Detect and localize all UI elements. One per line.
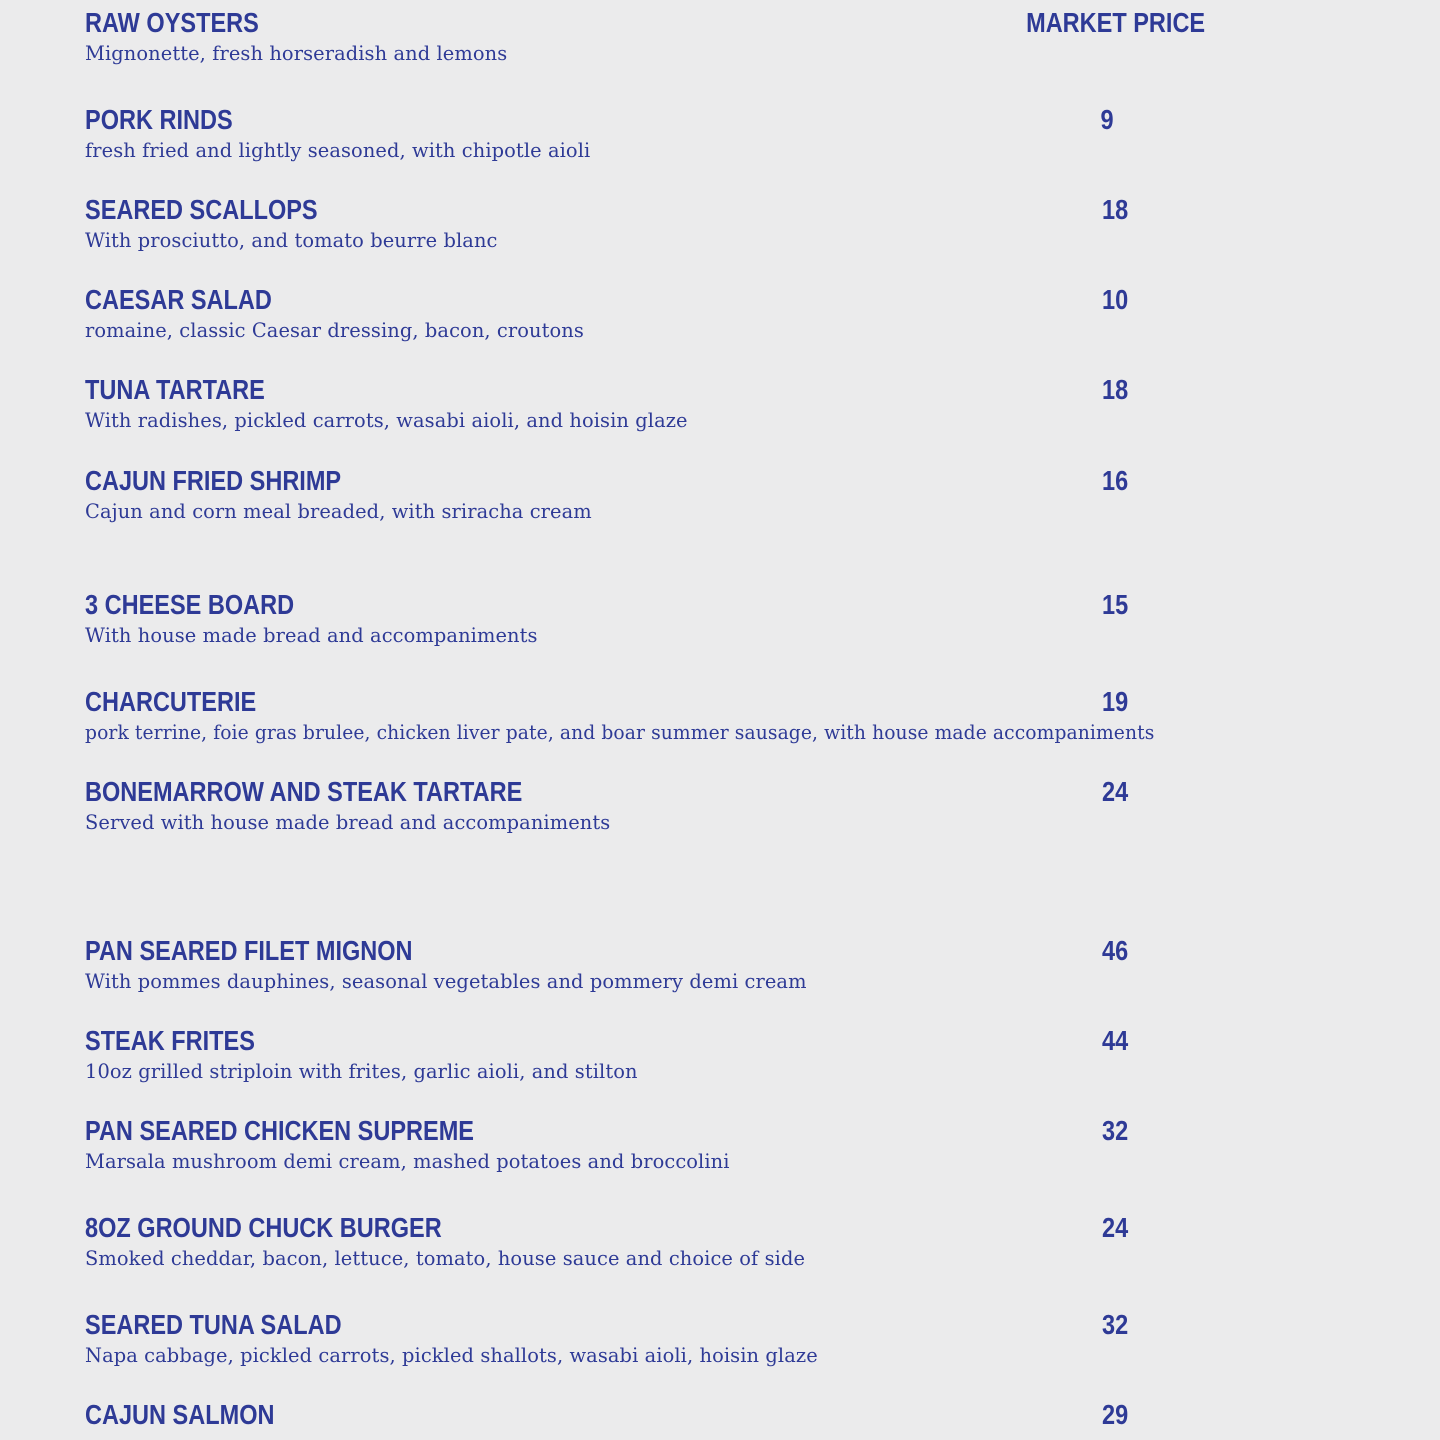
item-price: 32 [1101, 1115, 1128, 1146]
item-price: 10 [1101, 284, 1128, 315]
item-name: SEARED TUNA SALAD [85, 1309, 342, 1340]
item-price: 29 [1101, 1399, 1128, 1430]
item-price: 9 [1100, 104, 1114, 135]
menu-item-caesar-salad [85, 283, 1285, 353]
item-name: PAN SEARED FILET MIGNON [85, 935, 413, 966]
item-description: With pommes dauphines, seasonal vegetables and pommery demi cream [85, 969, 807, 993]
item-name: PAN SEARED CHICKEN SUPREME [85, 1115, 474, 1146]
item-name: RAW OYSTERS [85, 7, 259, 38]
item-price: 24 [1101, 776, 1128, 807]
menu-item-ground-chuck-burger [85, 1211, 1285, 1281]
menu-item-raw-oysters [85, 6, 1285, 76]
item-description: With prosciutto, and tomato beurre blanc [85, 228, 498, 252]
item-price: 46 [1101, 935, 1128, 966]
item-name: 8OZ GROUND CHUCK BURGER [85, 1212, 442, 1243]
item-description: Served with house made bread and accompaniments [85, 810, 611, 834]
menu-item-pan-seared-filet-mignon [85, 934, 1285, 1004]
menu-item-seared-scallops [85, 193, 1285, 263]
item-name: CAJUN SALMON [85, 1399, 275, 1430]
item-price: MARKET PRICE [1025, 7, 1205, 38]
item-description: pork terrine, foie gras brulee, chicken liver pate, and boar summer sausage, with house made accompaniments [85, 720, 1155, 744]
menu-item-pan-seared-chicken-supreme [85, 1114, 1285, 1184]
item-name: 3 CHEESE BOARD [85, 589, 295, 620]
item-price: 19 [1101, 686, 1128, 717]
item-description: Mignonette, fresh horseradish and lemons [85, 41, 508, 65]
item-description: 10oz grilled striploin with frites, garlic aioli, and stilton [85, 1059, 638, 1083]
item-name: BONEMARROW AND STEAK TARTARE [85, 776, 523, 807]
item-name: TUNA TARTARE [85, 374, 265, 405]
item-price: 15 [1101, 589, 1128, 620]
item-name: PORK RINDS [85, 104, 233, 135]
item-price: 44 [1101, 1025, 1128, 1056]
item-description: romaine, classic Caesar dressing, bacon, croutons [85, 318, 584, 342]
item-price: 32 [1101, 1309, 1128, 1340]
item-price: 16 [1101, 465, 1128, 496]
menu-item-steak-frites [85, 1024, 1285, 1094]
menu-item-cajun-fried-shrimp [85, 464, 1285, 534]
menu-item-3-cheese-board [85, 588, 1285, 658]
menu-item-cajun-salmon [85, 1398, 1285, 1440]
menu-item-tuna-tartare [85, 373, 1285, 443]
item-description: Cajun and corn meal breaded, with sriracha cream [85, 499, 592, 523]
item-description: fresh fried and lightly seasoned, with chipotle aioli [85, 138, 591, 162]
item-name: CAJUN FRIED SHRIMP [85, 465, 342, 496]
item-name: STEAK FRITES [85, 1025, 255, 1056]
item-description: Napa cabbage, pickled carrots, pickled shallots, wasabi aioli, hoisin glaze [85, 1343, 818, 1367]
item-description: With house made bread and accompaniments [85, 623, 538, 647]
menu-item-seared-tuna-salad [85, 1308, 1285, 1378]
menu-item-charcuterie [85, 685, 1285, 755]
item-price: 24 [1101, 1212, 1128, 1243]
item-description: With radishes, pickled carrots, wasabi aioli, and hoisin glaze [85, 408, 688, 432]
menu-item-pork-rinds [85, 103, 1285, 173]
item-description: Smoked cheddar, bacon, lettuce, tomato, house sauce and choice of side [85, 1246, 806, 1270]
item-description: Marsala mushroom demi cream, mashed potatoes and broccolini [85, 1149, 730, 1173]
item-name: SEARED SCALLOPS [85, 194, 318, 225]
item-name: CAESAR SALAD [85, 284, 272, 315]
item-price: 18 [1101, 194, 1128, 225]
item-name: CHARCUTERIE [85, 686, 257, 717]
menu-item-bonemarrow-steak-tartare [85, 775, 1285, 845]
item-price: 18 [1101, 374, 1128, 405]
